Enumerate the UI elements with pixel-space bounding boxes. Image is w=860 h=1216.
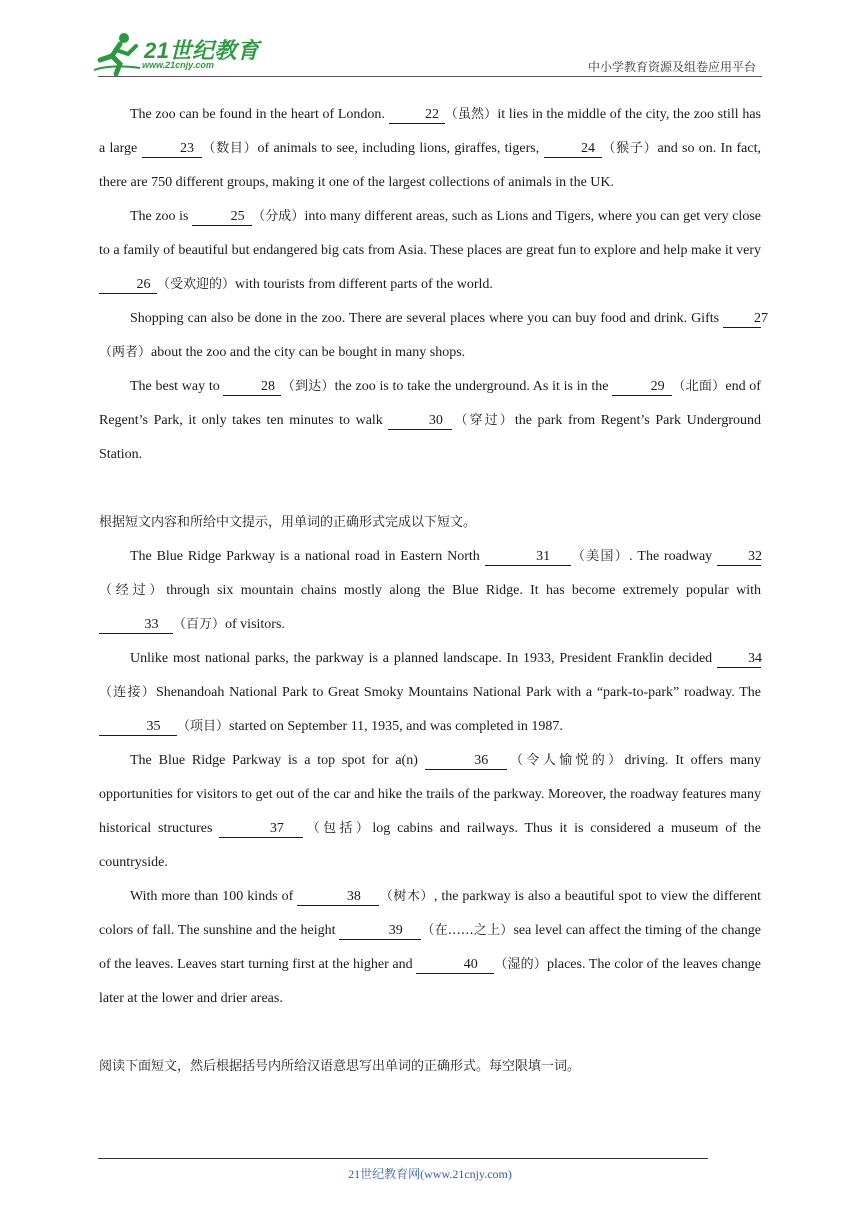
answer-blank-36[interactable]: 36: [425, 753, 507, 770]
paragraph: [99, 642, 761, 744]
answer-blank-32[interactable]: 32: [717, 549, 761, 566]
passage-text: , the parkway is also a beautiful spot to view the different colors of fall. The sunshine and the height: [99, 889, 761, 938]
answer-blank-37[interactable]: 37: [219, 821, 303, 838]
chinese-hint: （百万）: [173, 617, 226, 632]
passage-text: of visitors.: [225, 617, 285, 632]
passage-text: log cabins and railways. Thus it is considered a museum of the countryside.: [99, 821, 761, 870]
passage-text: the zoo is to take the underground. As it is in the: [334, 379, 613, 394]
passage-text: Shopping can also be done in the zoo. There are several places where you can buy food and drink. Gifts: [130, 311, 723, 326]
passage-text: driving. It offers many opportunities for visitors to get out of the car and hike the trails of the parkway. Moreover, the roadway features many historical structures: [99, 753, 761, 836]
answer-blank-34[interactable]: 34: [717, 651, 761, 668]
chinese-hint: （包括）: [303, 821, 373, 836]
paragraph: [99, 200, 761, 302]
answer-blank-24[interactable]: 24: [544, 141, 602, 158]
passage-text: . The roadway: [629, 549, 717, 564]
paragraph: [99, 370, 761, 472]
passage-text: of animals to see, including lions, giraffes, tigers,: [257, 141, 544, 156]
passage-text: With more than 100 kinds of: [130, 889, 298, 904]
answer-blank-23[interactable]: 23: [142, 141, 202, 158]
chinese-hint: （受欢迎的）: [157, 277, 236, 292]
passage-text: The Blue Ridge Parkway is a national road in Eastern North: [130, 549, 485, 564]
runner-logo-icon: [92, 30, 142, 76]
chinese-hint: （令人愉悦的）: [506, 753, 625, 768]
answer-blank-30[interactable]: 30: [388, 413, 452, 430]
logo: [92, 30, 262, 78]
passage-text: Shenandoah National Park to Great Smoky Mountains National Park with a “park-to-park” roadway. The: [155, 685, 761, 700]
spacer: [99, 472, 761, 506]
answer-blank-29[interactable]: 29: [612, 379, 672, 396]
answer-blank-22[interactable]: 22: [389, 107, 445, 124]
passage-text: sea level can affect the timing of the change of the leaves. Leaves start turning first at the higher and: [99, 923, 761, 972]
answer-blank-33[interactable]: 33: [99, 617, 173, 634]
logo-text: 21世纪教育: [144, 38, 260, 63]
header-divider: [98, 76, 762, 77]
chinese-hint: （在……之上）: [421, 923, 514, 938]
paragraph: [99, 98, 761, 200]
passage-london-zoo: [99, 98, 768, 472]
passage-text: Unlike most national parks, the parkway is a planned landscape. In 1933, President Franklin decided: [130, 651, 717, 666]
chinese-hint: （数目）: [201, 141, 258, 156]
paragraph: [99, 540, 761, 642]
passage-text: end of Regent’s Park, it only takes ten minutes to walk: [99, 379, 761, 428]
passage-text: The zoo can be found in the heart of London.: [130, 107, 389, 122]
chinese-hint: （穿过）: [452, 413, 515, 428]
chinese-hint: （到达）: [281, 379, 335, 394]
answer-blank-28[interactable]: 28: [223, 379, 281, 396]
chinese-hint: （经过）: [99, 583, 167, 598]
passage-text: The zoo is: [130, 209, 193, 224]
passage-text: places. The color of the leaves change later at the lower and drier areas.: [99, 957, 761, 1006]
chinese-hint: （项目）: [177, 719, 230, 734]
passage-text: and so on. In fact, there are 750 different groups, making it one of the largest collections of animals in the UK.: [99, 141, 761, 190]
answer-blank-35[interactable]: 35: [99, 719, 177, 736]
passage-text: The best way to: [130, 379, 224, 394]
passage-text: The Blue Ridge Parkway is a top spot for a(n): [130, 753, 425, 768]
chinese-hint: （两者）: [99, 345, 152, 360]
passage-text: started on September 11, 1935, and was completed in 1987.: [229, 719, 563, 734]
chinese-hint: （树木）: [379, 889, 434, 904]
chinese-hint: （美国）: [570, 549, 630, 564]
chinese-hint: （北面）: [672, 379, 726, 394]
header-tagline: 中小学教育资源及组卷应用平台: [587, 60, 756, 74]
chinese-hint: （猴子）: [601, 141, 658, 156]
answer-blank-40[interactable]: 40: [416, 957, 494, 974]
passage-text: through six mountain chains mostly along the Blue Ridge. It has become extremely popular with: [166, 583, 761, 598]
chinese-hint: （连接）: [99, 685, 156, 700]
document-body: [99, 98, 768, 1084]
passage-text: it lies in the middle of the city, the zoo still has a large: [99, 107, 761, 156]
footer-text: 21世纪教育网(www.21cnjy.com): [348, 1167, 512, 1181]
chinese-hint: （虽然）: [444, 107, 498, 122]
instruction-1: 根据短文内容和所给中文提示，用单词的正确形式完成以下短文。: [99, 515, 477, 530]
answer-blank-26[interactable]: 26: [99, 277, 157, 294]
paragraph: [99, 302, 768, 370]
logo-url: www.21cnjy.com: [142, 60, 214, 70]
answer-blank-39[interactable]: 39: [339, 923, 421, 940]
passage-text: with tourists from different parts of the world.: [235, 277, 493, 292]
spacer: [99, 1016, 761, 1050]
passage-text: the park from Regent’s Park Underground Station.: [99, 413, 761, 462]
passage-text: into many different areas, such as Lions and Tigers, where you can get very close to a family of beautiful but endangered big cats from Asia. These places are great fun to explore and help make it very: [99, 209, 761, 258]
answer-blank-27[interactable]: 27: [723, 311, 761, 328]
answer-blank-38[interactable]: 38: [297, 889, 379, 906]
answer-blank-25[interactable]: 25: [192, 209, 252, 226]
passage-text: about the zoo and the city can be bought in many shops.: [151, 345, 466, 360]
passage-blue-ridge: [99, 540, 761, 1016]
page-header: [0, 0, 860, 80]
chinese-hint: （湿的）: [494, 957, 547, 972]
paragraph: [99, 880, 761, 1016]
paragraph: [99, 744, 761, 880]
instruction-2: 阅读下面短文，然后根据括号内所给汉语意思写出单词的正确形式。每空限填一词。: [99, 1059, 581, 1074]
chinese-hint: （分成）: [252, 209, 305, 224]
footer-divider: [98, 1158, 708, 1159]
answer-blank-31[interactable]: 31: [485, 549, 571, 566]
